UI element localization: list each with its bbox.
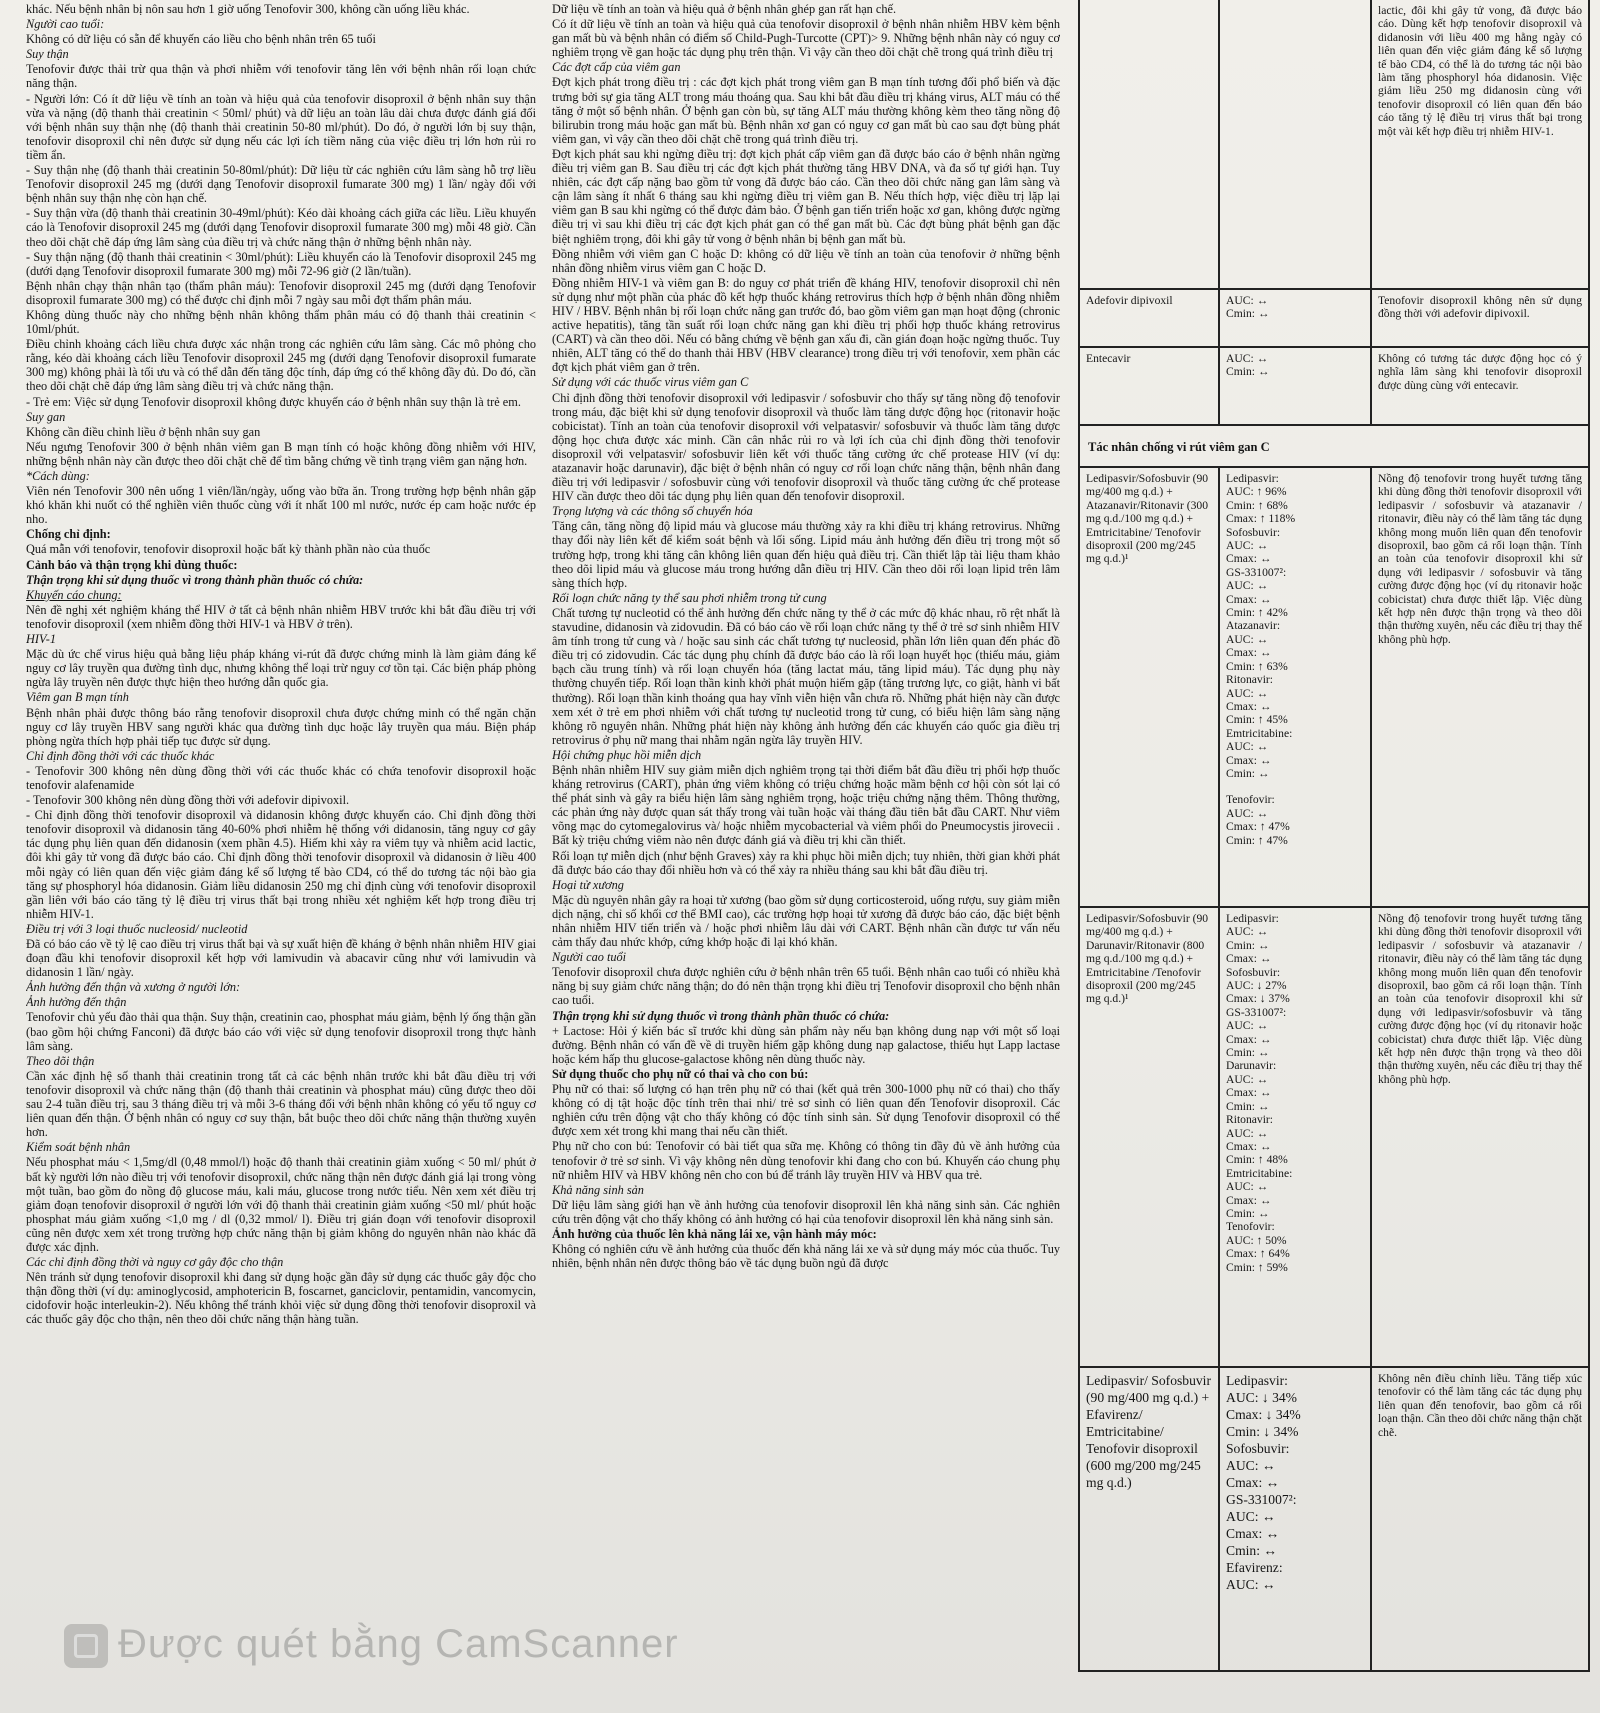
effect-line: Cmin: ↔	[1226, 1543, 1277, 1558]
effect-line: AUC: ↔	[1226, 1509, 1276, 1524]
effect-line: Cmax: ↓ 34%	[1226, 1407, 1301, 1422]
table-cell-effect	[1220, 468, 1372, 908]
drug-name: Entecavir	[1086, 352, 1131, 365]
table-cell-effect	[1220, 290, 1372, 348]
effect-line: GS-331007²:	[1226, 1005, 1287, 1019]
cell-text: Không nên điều chỉnh liều. Tăng tiếp xúc tenofovir có thể làm tăng các tác dụng phụ liên quan đến tenofovir, bao gồm cả rối loạn thận. Cần theo dõi chức năng thận chặt chẽ.	[1378, 1372, 1582, 1439]
section-heading: *Cách dùng:	[26, 469, 90, 483]
effect-line: Ledipasvir:	[1226, 912, 1279, 925]
table-row	[1080, 346, 1588, 426]
effect-line: AUC: ↔	[1226, 539, 1269, 553]
effect-line: AUC: ↔	[1226, 806, 1269, 820]
paragraph: - Chỉ định đồng thời tenofovir disoproxil và didanosin không được khuyến cáo. Chỉ định đồng thời tenofovir disoproxil và didanosin tăng 40-60% phơi nhiễm hệ thống với didanosin, tăng nguy cơ gây tác dụng phụ liên quan đến didanosin (xem phần 4.5). Hiếm khi xảy ra viêm tụy và nhiễm acid lactic, đôi khi gây tử vong đã được báo cáo. Chỉ định đồng thời tenofovir disoproxil và didanosin ở liều 400 mỗi ngày có liên quan đến việc giảm đáng kể số lượng tế bào CD4, có thể do tương tác nội bào gia tăng sự phosphoryl hóa didanosin. Giảm liều didanosin 250 mg chỉ định cùng với tenofovir disoproxil gần liên với báo cáo tăng tỷ lệ điều trị virus thất bại trong nhiều xét nghiệm kết hợp trong điều trị nhiễm HIV-1.	[26, 808, 536, 921]
effect-line: Emtricitabine:	[1226, 1166, 1293, 1180]
drug-name: Ledipasvir/Sofosbuvir (90 mg/400 mg q.d.) + Atazanavir/Ritonavir (300 mg q.d./100 mg q.d.) + Emtricitabine/ Tenofovir disoproxil (200 mg/245 mg q.d.)¹	[1086, 472, 1209, 566]
section-heading: Hội chứng phục hồi miễn dịch	[552, 747, 702, 762]
paragraph: Phụ nữ cho con bú: Tenofovir có bài tiết qua sữa mẹ. Không có thông tin đầy đủ về ảnh hưởng của tenofovir ở trẻ sơ sinh. Vì vậy không nên dùng tenofovir khi đang cho con bú. Khuyến cáo chung phụ nữ nhiễm HIV và HBV không nên cho con bú để tránh lây truyền HIV và HBV qua trẻ.	[552, 1139, 1060, 1182]
effect-line: Sofosbuvir:	[1226, 1441, 1290, 1456]
paragraph: Tenofovir chủ yếu đào thải qua thận. Suy thận, creatinin cao, phosphat máu giảm, bệnh lý ống thận gần (bao gồm hội chứng Fanconi) đã được báo cáo với việc sử dụng tenofovir disoproxil trong thực hành lâm sàng.	[26, 1010, 536, 1053]
effect-line: AUC: ↔	[1226, 1019, 1269, 1033]
paragraph: Có ít dữ liệu về tính an toàn và hiệu quả của tenofovir disoproxil ở bệnh nhân nhiễm HBV kèm bệnh gan mất bù và bệnh nhân có điểm số Child-Pugh-Turcotte (CPT)> 9. Những bệnh nhân này có nguy cơ nghiêm trọng về gan hoặc tác dụng phụ trên thận. Vì vậy cần theo dõi chặt chẽ trong quá trình điều trị	[552, 17, 1060, 60]
section-heading: Trọng lượng và các thông số chuyển hóa	[552, 504, 753, 519]
effect-line: AUC: ↔	[1226, 740, 1269, 754]
effect-line: Cmin: ↑ 68%	[1226, 498, 1288, 512]
paragraph: - Trẻ em: Việc sử dụng Tenofovir disoproxil không được khuyến cáo ở bệnh nhân suy thận là trẻ em.	[26, 394, 521, 409]
effect-line: Cmax: ↔	[1226, 552, 1272, 566]
paragraph: Viên nén Tenofovir 300 nên uống 1 viên/lần/ngày, uống vào bữa ăn. Trong trường hợp bệnh nhân gặp khó khăn khi nuốt có thể nghiền viên thuốc cùng với ít nhất 100 ml nước, nước ép cam hoặc nước ép nho.	[26, 484, 536, 527]
table-section-title: Tác nhân chống vi rút viêm gan C	[1080, 424, 1588, 466]
paragraph: Không cần điều chỉnh liều ở bệnh nhân suy gan	[26, 424, 261, 439]
section-heading: Theo dõi thận	[26, 1053, 95, 1068]
effect-line: Cmax: ↔	[1226, 1193, 1272, 1207]
table-cell-effect	[1220, 1368, 1372, 1672]
paragraph: Đồng nhiễm với viêm gan C hoặc D: không có dữ liệu về tính an toàn của tenofovir ở những bệnh nhân đồng nhiễm virus viêm gan C hoặc D.	[552, 246, 1060, 275]
paragraph: Bệnh nhân nhiễm HIV suy giảm miễn dịch nghiêm trọng tại thời điểm bắt đầu điều trị phối hợp thuốc kháng retrovirus (CART), phản ứng viêm không có triệu chứng hoặc mầm bệnh cơ hội còn sót lại có thể phát sinh và gây ra biểu hiện lâm sàng nghiêm trọng, hoặc triệu chứng nặng thêm. Thông thường, các phản ứng này được quan sát thấy trong vài tuần hoặc vài tháng đầu tiên bắt đầu CART. Như viêm võng mạc do cytomegalovirus và/ hoặc nhiễm mycobacterial và viêm phổi do Pneumocystis jirovecii . Bất kỳ triệu chứng viêm nào nên được đánh giá và điều trị khi cần thiết.	[552, 762, 1060, 848]
paragraph: - Tenofovir 300 không nên dùng đồng thời với adefovir dipivoxil.	[26, 793, 350, 808]
table-row	[1080, 1366, 1588, 1672]
effect-line: AUC: ↔	[1226, 1458, 1276, 1473]
effect-line: Cmin: ↑ 47%	[1226, 833, 1288, 847]
text-column-middle	[552, 2, 1060, 1657]
section-heading: Thận trọng khi sử dụng thuốc vì trong thành phần thuốc có chứa:	[552, 1008, 890, 1023]
effect-line: AUC: ↔	[1226, 1126, 1269, 1140]
table-cell-drug	[1080, 290, 1220, 348]
effect-line: Cmax: ↔	[1226, 646, 1272, 660]
section-heading: Các chỉ định đồng thời và nguy cơ gây độc cho thận	[26, 1255, 284, 1270]
section-heading: Ảnh hưởng đến thận	[26, 995, 127, 1010]
effect-line: Ritonavir:	[1226, 1113, 1274, 1127]
effect-line: Efavirenz:	[1226, 1560, 1283, 1575]
effect-line: GS-331007²:	[1226, 1492, 1297, 1507]
table-row	[1080, 906, 1588, 1368]
effect-line: Tenofovir:	[1226, 793, 1275, 807]
effect-line: Cmin: ↔	[1226, 938, 1270, 952]
table-cell-recommendation	[1372, 0, 1588, 288]
section-heading: Viêm gan B mạn tính	[26, 690, 129, 705]
paragraph: - Suy thận nhẹ (độ thanh thải creatinin 50-80ml/phút): Dữ liệu từ các nghiên cứu lâm sàng hỗ trợ liều Tenofovir disoproxil 245 mg (dưới dạng Tenofovir disoproxil fumarate 300 mg) 1 lần/ ngày đối với bệnh nhân suy thận nhẹ còn hạn chế.	[26, 163, 536, 206]
effect-line: Sofosbuvir:	[1226, 965, 1281, 979]
drug-name: Adefovir dipivoxil	[1086, 294, 1173, 307]
effect-line: AUC: ↔	[1226, 925, 1269, 939]
table-row	[1080, 288, 1588, 348]
effect-line: Cmin: ↔	[1226, 1099, 1270, 1113]
table-cell-effect	[1220, 908, 1372, 1368]
section-heading: Cảnh báo và thận trọng khi dùng thuốc:	[26, 557, 238, 572]
effect-line: Cmin: ↔	[1226, 307, 1270, 321]
table-cell-drug	[1080, 468, 1220, 908]
section-heading: Điều trị với 3 loại thuốc nucleosid/ nucleotid	[26, 921, 248, 936]
paragraph: Nên tránh sử dụng tenofovir disoproxil khi đang sử dụng hoặc gần đây sử dụng các thuốc gây độc cho thận đồng thời (ví dụ: aminoglycosid, amphotericin B, foscarnet, ganciclovir, pentamidin, vancomycin, cidofovir hoặc interleukin-2). Nếu không thể tránh khỏi việc sử dụng đồng thời tenofovir disoproxil và các thuốc gây độc cho thận, nên theo dõi chức năng thận hàng tuần.	[26, 1270, 536, 1327]
effect-line: Ledipasvir:	[1226, 472, 1279, 485]
section-heading: Suy thận	[26, 47, 69, 62]
section-heading: Rối loạn chức năng ty thể sau phơi nhiễm trong tử cung	[552, 590, 827, 605]
effect-line: Cmin: ↔	[1226, 1206, 1270, 1220]
effect-line: AUC: ↑ 96%	[1226, 485, 1287, 499]
paragraph: Tăng cân, tăng nồng độ lipid máu và glucose máu thường xảy ra khi điều trị kháng retrovirus. Những thay đổi này liên kết để kiểm soát bệnh và lối sống. Lipid máu ảnh hưởng đến điều trị trong một số trường hợp, trong khi tăng cân không liên quan đến hiệu quả điều trị. Cần thiết lập tài liệu tham khảo theo dõi lipid máu và glucose máu trong hướng dẫn điều trị HIV. Cần theo dõi rối loạn lipid trên lâm sàng thích hợp.	[552, 519, 1060, 590]
effect-line: Cmax: ↔	[1226, 1032, 1272, 1046]
effect-line: AUC: ↔	[1226, 632, 1269, 646]
section-heading: Các đợt cấp của viêm gan	[552, 60, 681, 75]
effect-line: Emtricitabine:	[1226, 726, 1293, 740]
text-column-left	[26, 2, 536, 1657]
table-cell-recommendation	[1372, 348, 1588, 426]
section-heading: Người cao tuổi	[552, 950, 627, 965]
section-heading: Sử dụng thuốc cho phụ nữ có thai và cho con bú:	[552, 1066, 809, 1081]
cell-text: Không có tương tác dược động học có ý nghĩa lâm sàng khi tenofovir disoproxil được dùng cùng với entecavir.	[1378, 352, 1582, 392]
effect-line: Cmin: ↑ 45%	[1226, 713, 1288, 727]
effect-line: AUC: ↓ 27%	[1226, 979, 1287, 993]
paragraph: Bệnh nhân phải được thông báo rằng tenofovir disoproxil chưa được chứng minh có thể ngăn chặn nguy cơ lây truyền HBV sang người khác qua đường tình dục hoặc lây truyền qua máu. Biện pháp phòng ngừa thích hợp phải tiếp tục được sử dụng.	[26, 705, 536, 748]
table-cell-effect	[1220, 348, 1372, 426]
effect-line: Darunavir:	[1226, 1059, 1277, 1073]
section-heading: Chỉ định đồng thời với các thuốc khác	[26, 748, 215, 763]
effect-line: Cmax: ↔	[1226, 1086, 1272, 1100]
paragraph: Bệnh nhân chạy thận nhân tạo (thẩm phân máu): Tenofovir disoproxil 245 mg (dưới dạng Tenofovir disoproxil fumarate 300 mg) có thể được chỉ định mỗi 7 ngày sau mỗi đợt thẩm phân máu.	[26, 278, 536, 307]
paragraph: Mặc dù nguyên nhân gây ra hoại tử xương (bao gồm sử dụng corticosteroid, uống rượu, suy giảm miễn dịch nặng, chỉ số khối cơ thể BMI cao), các trường hợp hoại tử xương đã được báo cáo, đặc biệt bệnh nhân nhiễm HIV tiến triển và / hoặc phơi nhiễm lâu dài với CART. Bệnh nhân cần được tư vấn nếu cảm thấy đau nhức khớp, cứng khớp hoặc đi lại khó khăn.	[552, 892, 1060, 950]
effect-line: Cmin: ↔	[1226, 1046, 1270, 1060]
paragraph: khác. Nếu bệnh nhân bị nôn sau hơn 1 giờ uống Tenofovir 300, không cần uống liều khác.	[26, 2, 470, 16]
paragraph: - Suy thận nặng (độ thanh thải creatinin < 30ml/phút): Liều khuyến cáo là Tenofovir disoproxil 245 mg (dưới dạng Tenofovir disoproxil fumarate 300 mg) mỗi 72-96 giờ (2 lần/tuần).	[26, 249, 536, 278]
effect-line: Cmin: ↔	[1226, 766, 1270, 780]
effect-line: Cmax: ↔	[1226, 1475, 1280, 1490]
paragraph: Mặc dù ức chế virus hiệu quả bằng liệu pháp kháng vi-rút đã được chứng minh là làm giảm đáng kể nguy cơ lây truyền qua đường tình dục, nhưng không thể loại trừ nguy cơ tồn tại. Các biện pháp phòng ngừa lây truyền nên được thực hiện theo hướng dẫn quốc gia.	[26, 647, 536, 690]
paragraph: Đợt kịch phát trong điều trị : các đợt kịch phát trong viêm gan B mạn tính tương đối phổ biến và đặc trưng bởi sự gia tăng ALT trong máu thoáng qua. Sau khi bắt đầu điều trị kháng virus, ALT máu có thể tăng ở một số bệnh nhân. Ở bệnh gan còn bù, sự tăng ALT máu thường không kèm theo tăng nồng độ bilirubin trong máu hoặc gan mất bù. Bệnh nhân xơ gan có nguy cơ gan mất bù cao sau đợt bùng phát viêm gan, vì vậy cần theo dõi chặt chẽ trong quá trình điều trị.	[552, 75, 1060, 146]
paragraph: Đồng nhiễm HIV-1 và viêm gan B: do nguy cơ phát triển đề kháng HIV, tenofovir disoproxil chỉ nên sử dụng như một phần của phác đồ kết hợp thuốc kháng retrovirus thích hợp ở bệnh nhân đồng nhiễm HIV / HBV. Bệnh nhân bị rối loạn chức năng gan trước đó, bao gồm viêm gan mạn hoạt động (chronic active hepatitis), tăng tần suất rối loạn chức năng gan khi điều trị phối hợp thuốc kháng retrovirus (CART) và cần theo dõi. Nếu có bằng chứng về bệnh gan xấu đi, cần gián đoạn hoặc ngừng thuốc. Tuy nhiên, ALT tăng có thể do thanh thải HBV (HBV clearance) trong điều trị với tenofovir, xem phần các đợt kịch phát viêm gan ở trên.	[552, 275, 1060, 375]
table-cell-recommendation	[1372, 1368, 1588, 1672]
section-heading: Sử dụng với các thuốc virus viêm gan C	[552, 375, 749, 390]
paragraph: Nếu phosphat máu < 1,5mg/dl (0,48 mmol/l) hoặc độ thanh thải creatinin giảm xuống < 50 ml/ phút ở bất kỳ người lớn nào điều trị với tenofovir disoproxil, chức năng thận nên được đánh giá lại trong vòng một tuần, bao gồm đo nồng độ glucose máu, kali máu, glucose trong nước tiểu. Nên xem xét điều trị giảm đoạn tenofovir disoproxil ở người lớn với độ thanh thải creatinin giảm xuống <50 ml/ phút hoặc phosphat máu giảm xuống <1,0 mg / dl (0,32 mmol/ l). Điều trị gián đoạn với tenofovir disoproxil cũng nên được xem xét trong trường hợp chức năng thận bị giảm không do nguyên nhân nào khác đã được xác định.	[26, 1155, 536, 1254]
section-heading: Thận trọng khi sử dụng thuốc vì trong thành phần thuốc có chứa:	[26, 572, 364, 587]
table-cell-recommendation	[1372, 468, 1588, 908]
section-heading: Ảnh hưởng của thuốc lên khả năng lái xe, vận hành máy móc:	[552, 1226, 877, 1241]
effect-line: AUC: ↔	[1226, 294, 1269, 307]
table-row	[1080, 0, 1588, 288]
paragraph: Tenofovir được thải trừ qua thận và phơi nhiễm với tenofovir tăng lên với bệnh nhân rối loạn chức năng thận.	[26, 62, 536, 91]
paragraph: Phụ nữ có thai: số lượng có hạn trên phụ nữ có thai (kết quả trên 300-1000 phụ nữ có thai) cho thấy không có dị tật hoặc độc tính trên thai nhi/ trẻ sơ sinh có liên quan đến Tenofovir disoproxil. Các nghiên cứu trên động vật cho thấy không có độc tính sinh sản. Sử dụng Tenofovir disoproxil có thể được xem xét trong khi mang thai nếu cần thiết.	[552, 1082, 1060, 1139]
effect-line: Cmin: ↔	[1226, 365, 1270, 379]
effect-line: Sofosbuvir:	[1226, 525, 1281, 539]
effect-line: Cmax: ↑ 64%	[1226, 1247, 1290, 1261]
scanner-watermark: Được quét bằng CamScanner	[118, 1622, 679, 1666]
table-cell-drug	[1080, 0, 1220, 288]
effect-line: AUC: ↔	[1226, 1577, 1276, 1592]
cell-text: Nồng độ tenofovir trong huyết tương tăng khi dùng đồng thời tenofovir disoproxil với ledipasvir / sofosbuvir và atazanavir / ritonavir, điều này có thể làm tăng tác dụng không mong muốn liên quan đến tenofovir disoproxil, bao gồm cả rối loạn thận. Tính an toàn của tenofovir disoproxil khi sử dụng với ledipasvir/sofosbuvir và tăng cường được động học (ví dụ ritonavir hoặc cobicistat) chưa được thiết lập. Việc dùng kết hợp nên được thận trọng và theo dõi thận thường xuyên, nếu các điều trị thay thế không phù hợp.	[1378, 912, 1582, 1086]
drug-interaction-table	[1078, 0, 1590, 1672]
section-heading: Người cao tuổi:	[26, 17, 105, 32]
paragraph: Cần xác định hệ số thanh thải creatinin trong tất cả các bệnh nhân trước khi bắt đầu điều trị với tenofovir disoproxil và chức năng thận (độ thanh thải creatinin và phosphat máu) cũng được theo dõi sau 2-4 tuần điều trị, sau 3 tháng điều trị và mỗi 3-6 tháng đối với bệnh nhân không có yếu tố nguy cơ liên quan đến thận. Ở bệnh nhân có nguy cơ suy thận, bắt buộc theo dõi chức năng thận thường xuyên hơn.	[26, 1068, 536, 1140]
paragraph: - Tenofovir 300 không nên dùng đồng thời với các thuốc khác có chứa tenofovir disoproxil hoặc tenofovir alafenamide	[26, 763, 536, 792]
table-cell-recommendation	[1372, 908, 1588, 1368]
camscanner-logo-icon	[64, 1624, 108, 1668]
paragraph: + Lactose: Hỏi ý kiến bác sĩ trước khi dùng sản phẩm này nếu bạn không dung nạp với một số loại đường. Bệnh nhân có vấn đề về di truyền hiếm gặp không dung nạp galactose, thiếu hụt Lapp lactase hoặc kém hấp thu glucose-galactose không nên dùng thuốc này.	[552, 1023, 1060, 1066]
effect-line: Cmax: ↔	[1226, 592, 1272, 606]
effect-line: Cmin: ↑ 59%	[1226, 1260, 1288, 1274]
drug-name: Ledipasvir/ Sofosbuvir (90 mg/400 mg q.d.) + Efavirenz/ Emtricitabine/ Tenofovir disoproxil (600 mg/200 mg/245 mg q.d.)	[1086, 1373, 1211, 1490]
effect-line: GS-331007²:	[1226, 565, 1287, 579]
paragraph: Rối loạn tự miễn dịch (như bệnh Graves) xảy ra khi phục hồi miễn dịch; tuy nhiên, thời gian khởi phát đã được báo cáo thay đổi nhiều hơn và có thể xảy ra nhiều tháng sau khi bắt đầu điều trị.	[552, 848, 1060, 877]
section-heading: Chống chỉ định:	[26, 527, 111, 542]
paragraph: Chất tương tự nucleotid có thể ảnh hưởng đến chức năng ty thể ở các mức độ khác nhau, rõ rệt nhất là stavudine, didanosin và zidovudin. Đã có báo cáo về rối loạn chức năng ty thể ở trẻ sơ sinh nhiễm HIV âm tính trong tử cung và / hoặc sau sinh các chất tương tự nucleosid, phần lớn liên quan đến phác đồ điều trị có zidovudin. Các tác dụng phụ chính đã được báo cáo là rối loạn huyết học (thiếu máu, giảm bạch cầu trung tính) và rối loạn chuyển hóa (tăng lactat máu, tăng lipid máu). Tác dụng phụ này thường chuyển tiếp. Rối loạn thần kinh khởi phát muộn hiếm gặp (tăng trương lực, co giật, hành vi bất thường). Rối loạn thần kinh thoáng qua hay vĩnh viễn hiện vẫn chưa rõ. Những phát hiện này cần được xem xét ở trẻ em phơi nhiễm với chất tương tự nucleotid trong tử cung, có biểu hiện lâm sàng nặng không rõ nguyên nhân. Những phát hiện này không ảnh hưởng đến các khuyến cáo quốc gia điều trị retrovirus ở phụ nữ mang thai nhằm ngăn ngừa lây truyền HIV.	[552, 605, 1060, 747]
effect-line: Ritonavir:	[1226, 673, 1274, 687]
effect-line: Cmax: ↑ 118%	[1226, 512, 1296, 526]
effect-line: AUC: ↔	[1226, 352, 1269, 365]
table-cell-drug	[1080, 1368, 1220, 1672]
effect-line: Cmax: ↓ 37%	[1226, 992, 1290, 1006]
table-cell-drug	[1080, 348, 1220, 426]
paragraph: Nếu ngưng Tenofovir 300 ở bệnh nhân viêm gan B mạn tính có hoặc không đồng nhiễm với HIV, những bệnh nhân này cần được theo dõi chặt chẽ để tìm bằng chứng về tình trạng viêm gan nặng hơn.	[26, 439, 536, 468]
effect-line: Cmax: ↔	[1226, 699, 1272, 713]
paragraph: - Suy thận vừa (độ thanh thải creatinin 30-49ml/phút): Kéo dài khoảng cách giữa các liều. Liều khuyến cáo là Tenofovir disoproxil 245 mg (dưới dạng Tenofovir disoproxil fumarate 300 mg) mỗi 48 giờ. Cần theo dõi chặt chẽ đáp ứng lâm sàng của điều trị và chức năng thận ở những bệnh nhân này.	[26, 206, 536, 249]
paragraph: Quá mẫn với tenofovir, tenofovir disoproxil hoặc bất kỳ thành phần nào của thuốc	[26, 542, 431, 557]
effect-line: AUC: ↔	[1226, 579, 1269, 593]
paragraph: Chỉ định đồng thời tenofovir disoproxil với ledipasvir / sofosbuvir cho thấy sự tăng nồng độ tenofovir trong máu, đặc biệt khi sử dụng tenofovir disoproxil và thuốc làm tăng dược động học (ritonavir hoặc cobicistat). Tính an toàn của tenofovir disoproxil với velpatasvir/ sofosbuvir và thuốc làm tăng dược động học chưa được xác minh. Cần cân nhắc rủi ro và lợi ích của chỉ định đồng thời tenofovir disoproxil với velpatasvir/ sofosbuvir liên kết với thuốc tăng cường ức chế protease HIV (ví dụ: atazanavir hoặc darunavir), đặc biệt ở bệnh nhân có nguy cơ rối loạn chức năng thận, bệnh nhân đang điều trị với ledipasvir / sofosbuvir cùng với tenofovir disoproxil và thuốc tăng cường ức chế protease HIV cần được theo dõi tác dụng phụ liên quan đến tenofovir disoproxil.	[552, 390, 1060, 504]
effect-line: Ledipasvir:	[1226, 1373, 1288, 1388]
effect-line: AUC: ↔	[1226, 1180, 1269, 1194]
section-heading: Kiểm soát bệnh nhân	[26, 1140, 131, 1155]
effect-line: Cmax: ↔	[1226, 1139, 1272, 1153]
effect-line	[1226, 780, 1364, 793]
paragraph: Điều chỉnh khoảng cách liều chưa được xác nhận trong các nghiên cứu lâm sàng. Các mô phỏng cho rằng, kéo dài khoảng cách liều Tenofovir disoproxil 245 mg (dưới dạng Tenofovir disoproxil fumarate 300 mg) không phải là tối ưu và có thể dẫn đến tăng độc tính, đáp ứng có thể không đầy đủ. Do đó, cần theo dõi chặt chẽ đáp ứng lâm sàng điều trị và chức năng thận.	[26, 337, 536, 394]
section-heading: HIV-1	[26, 632, 57, 647]
table-cell-effect	[1220, 0, 1372, 288]
effect-line: Cmax: ↔	[1226, 952, 1272, 966]
section-heading: Khả năng sinh sản	[552, 1182, 644, 1197]
effect-line: Cmin: ↑ 42%	[1226, 606, 1288, 620]
paragraph: Dữ liệu lâm sàng giới hạn về ảnh hưởng của tenofovir disoproxil lên khả năng sinh sản. Các nghiên cứu trên động vật cho thấy không có ảnh hưởng có hại của tenofovir disoproxil lên khả năng sinh sản.	[552, 1197, 1060, 1226]
drug-name: Ledipasvir/Sofosbuvir (90 mg/400 mg q.d.) + Darunavir/Ritonavir (800 mg q.d./100 mg q.d.) + Emtricitabine /Tenofovir disoproxil (200 mg/245 mg q.d.)¹	[1086, 912, 1209, 1006]
cell-text: Tenofovir disoproxil không nên sử dụng đồng thời với adefovir dipivoxil.	[1378, 294, 1582, 321]
effect-line: Cmax: ↑ 47%	[1226, 820, 1290, 834]
section-heading: Suy gan	[26, 409, 66, 424]
paragraph: - Người lớn: Có ít dữ liệu về tính an toàn và hiệu quả của tenofovir disoproxil ở bệnh nhân suy thận vừa và nặng (độ thanh thải creatinin < 50ml/ phút) và dữ liệu an toàn lâu dài chưa được đánh giá đối với bệnh nhân suy thận nhẹ (độ thanh thải creatinin 50-80 ml/phút). Do đó, ở người lớn bị suy thận, tenofovir disoproxil chỉ nên được sử dụng nếu các lợi ích tiềm năng của việc điều trị lớn hơn rủi ro tiềm ẩn.	[26, 91, 536, 162]
paragraph: Không có dữ liệu có sẵn để khuyến cáo liều cho bệnh nhân trên 65 tuổi	[26, 32, 376, 47]
cell-text: lactic, đôi khi gây tử vong, đã được báo cáo. Dùng kết hợp tenofovir disoproxil và didanosin với liều 400 mg hằng ngày có liên quan đến việc giảm đáng kể số lượng tế bào CD4, có thể là do tương tác nội bào làm tăng phosphoryl hóa didanosin. Việc giảm liều 250 mg didanosin cùng với tenofovir disoproxil có liên quan đến báo cáo tăng tỷ lệ điều trị virus thất bại trong một vài kết hợp điều trị nhiễm HIV-1.	[1378, 4, 1582, 138]
effect-line: AUC: ↑ 50%	[1226, 1233, 1287, 1247]
effect-line: Cmin: ↑ 48%	[1226, 1153, 1288, 1167]
effect-line: AUC: ↔	[1226, 686, 1269, 700]
paragraph: Đã có báo cáo về tỷ lệ cao điều trị virus thất bại và sự xuất hiện đề kháng ở bệnh nhân nhiễm HIV giai đoạn đầu khi tenofovir disoproxil kết hợp với lamivudin và abacavir cũng như với lamivudin và didanosin 1 lần/ ngày.	[26, 937, 536, 980]
table-cell-recommendation	[1372, 290, 1588, 348]
effect-line: Atazanavir:	[1226, 619, 1281, 633]
paragraph: Đợt kịch phát sau khi ngừng điều trị: đợt kịch phát cấp viêm gan đã được báo cáo ở bệnh nhân ngừng điều trị viêm gan B. Sau điều trị các đợt kịch phát thường tăng HBV DNA, và đa số tự giới hạn. Tuy nhiên, các đợt cấp nặng bao gồm tử vong đã được báo cáo. Cần theo dõi chức năng gan lâm sàng và cận lâm sàng ít nhất 6 tháng sau khi ngừng điều trị viêm gan B. Nếu thích hợp, việc điều trị lặp lại viêm gan B sau khi ngừng có thể được đảm bảo. Ở bệnh gan tiến triển hoặc xơ gan, không được ngừng điều trị vì sau khi điều trị các đợt kịch phát gan có thể gan mất bù. Các đợt bùng phát bệnh gan đặc biệt nghiêm trọng, đôi khi gây tử vong ở bệnh nhân bị bệnh gan mất bù.	[552, 146, 1060, 246]
effect-line: AUC: ↓ 34%	[1226, 1390, 1297, 1405]
effect-line: AUC: ↔	[1226, 1072, 1269, 1086]
section-heading: Ảnh hưởng đến thận và xương ở người lớn:	[26, 980, 241, 995]
paragraph: Không có nghiên cứu về ảnh hưởng của thuốc đến khả năng lái xe và sử dụng máy móc của thuốc. Tuy nhiên, bệnh nhân nên được thông báo về tác dụng buồn ngủ đã được	[552, 1242, 1060, 1271]
effect-line: Cmin: ↓ 34%	[1226, 1424, 1299, 1439]
cell-text: Nồng độ tenofovir trong huyết tương tăng khi dùng đồng thời tenofovir disoproxil với ledipasvir / sofosbuvir và atazanavir / ritonavir, điều này có thể làm tăng tác dụng không mong muốn liên quan đến tenofovir disoproxil, bao gồm cả rối loạn thận. Tính an toàn của tenofovir disoproxil khi sử dụng với ledipasvir / sofosbuvir và tăng cường được động học (ví dụ ritonavir hoặc cobicistat) chưa được thiết lập. Việc dùng kết hợp nên được thận trọng và theo dõi thận thường xuyên, nếu các điều trị thay thế không phù hợp.	[1378, 472, 1582, 646]
section-heading: Khuyến cáo chung:	[26, 587, 122, 602]
paragraph: Tenofovir disoproxil chưa được nghiên cứu ở bệnh nhân trên 65 tuổi. Bệnh nhân cao tuổi có nhiều khả năng bị suy giảm chức năng thận; do đó nên thận trọng khi điều trị Tenofovir disoproxil cho bệnh nhân cao tuổi.	[552, 965, 1060, 1008]
paragraph: Không dùng thuốc này cho những bệnh nhân không thẩm phân máu có độ thanh thải creatinin < 10ml/phút.	[26, 307, 536, 337]
section-heading: Hoại tử xương	[552, 877, 624, 892]
table-row	[1080, 466, 1588, 908]
paragraph: Nên đề nghị xét nghiệm kháng thể HIV ở tất cả bệnh nhân nhiễm HBV trước khi bắt đầu điều trị với tenofovir disoproxil (xem nhiễm đồng thời HIV-1 và HBV ở trên).	[26, 602, 536, 631]
effect-line: Cmax: ↔	[1226, 1526, 1280, 1541]
effect-line: Tenofovir:	[1226, 1220, 1275, 1234]
paragraph: Dữ liệu về tính an toàn và hiệu quả ở bệnh nhân ghép gan rất hạn chế.	[552, 2, 897, 16]
effect-line: Cmin: ↑ 63%	[1226, 659, 1288, 673]
effect-line: Cmax: ↔	[1226, 753, 1272, 767]
table-cell-drug	[1080, 908, 1220, 1368]
